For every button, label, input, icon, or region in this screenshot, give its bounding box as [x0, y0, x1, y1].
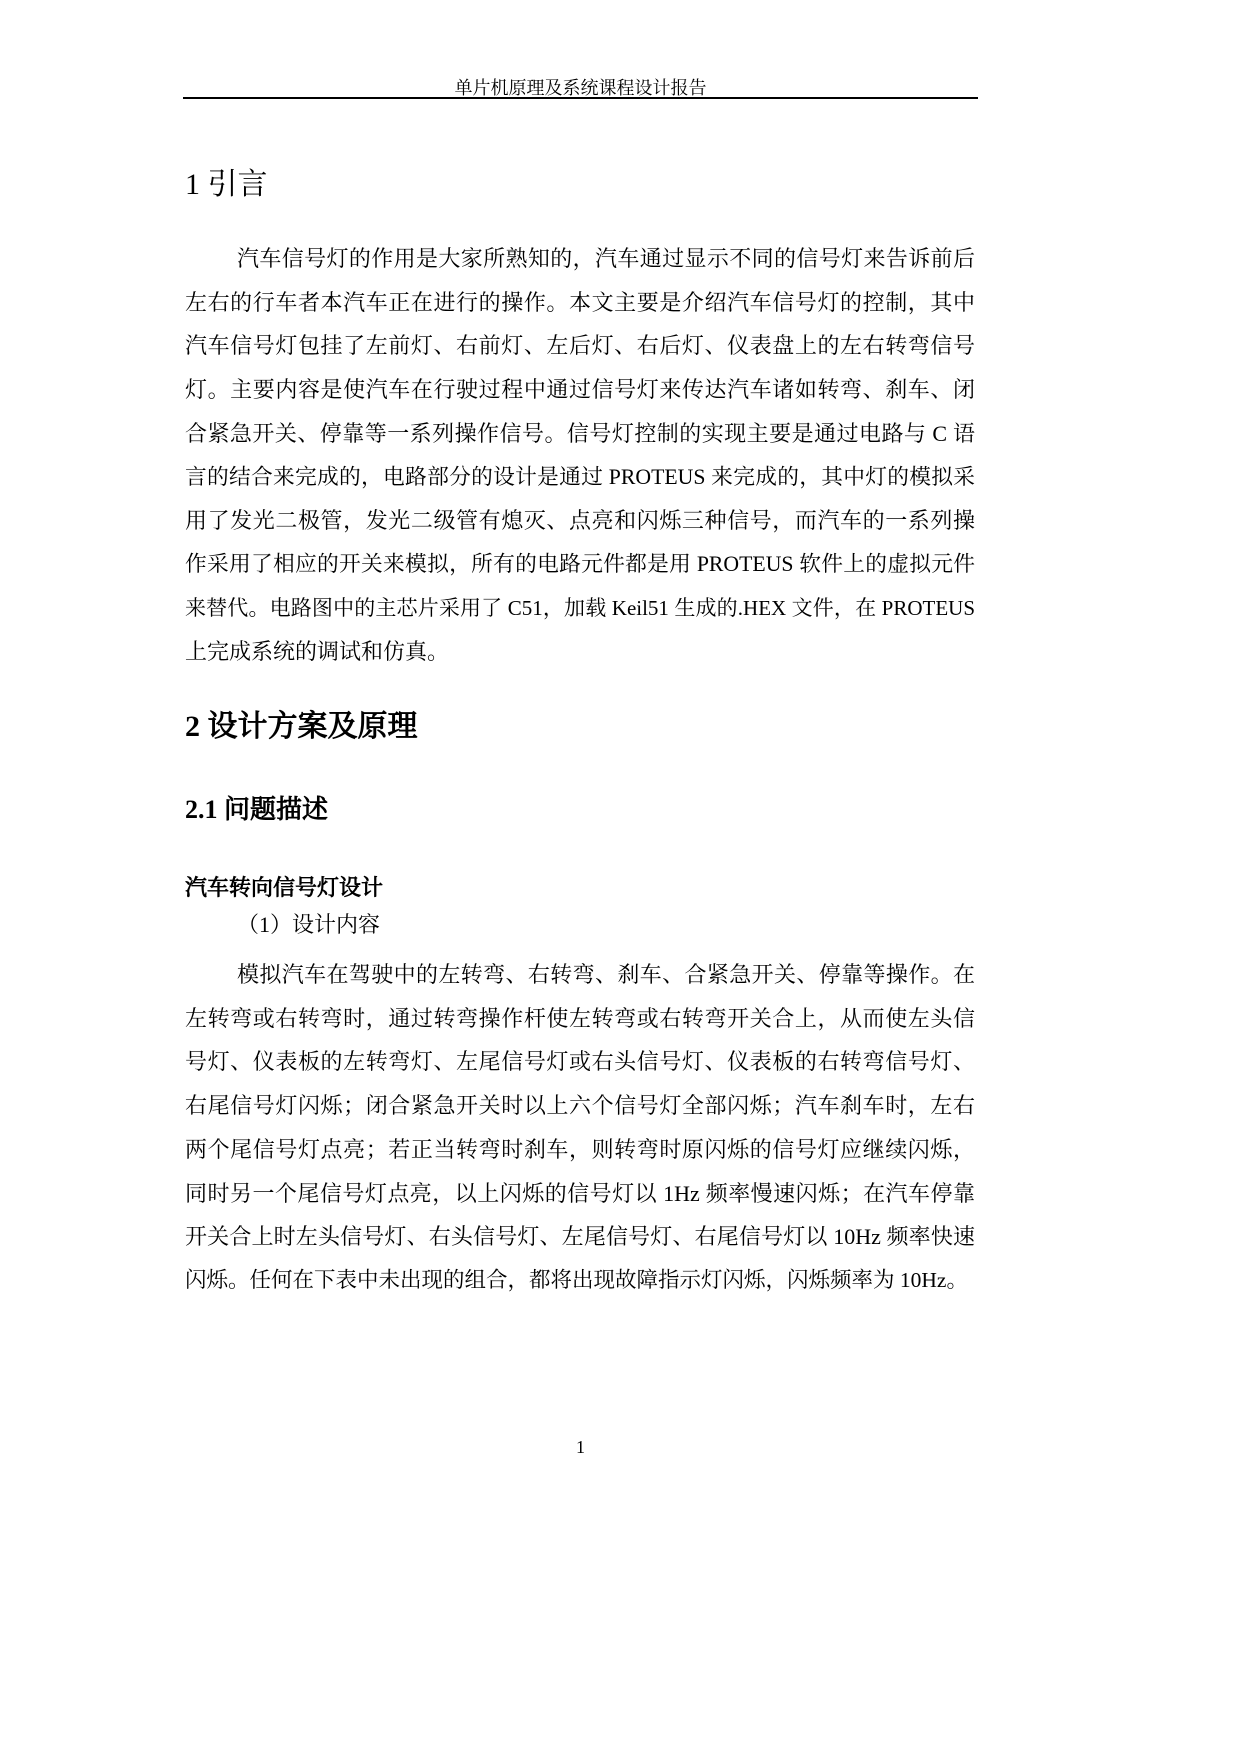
paragraph-line: 左转弯或右转弯时，通过转弯操作杆使左转弯或右转弯开关合上，从而使左头信	[185, 1005, 975, 1031]
subsubsection-heading: 汽车转向信号灯设计	[185, 875, 384, 900]
section-heading-introduction: 1 引言	[185, 168, 268, 201]
paragraph-line: 两个尾信号灯点亮；若正当转弯时刹车，则转弯时原闪烁的信号灯应继续闪烁，	[185, 1136, 975, 1162]
paragraph-line: 汽车信号灯的作用是大家所熟知的，汽车通过显示不同的信号灯来告诉前后	[237, 246, 975, 271]
subsection-heading-problem: 2.1 问题描述	[185, 795, 329, 824]
running-header: 单片机原理及系统课程设计报告	[454, 78, 707, 98]
paragraph-line: 号灯、仪表板的左转弯灯、左尾信号灯或右头信号灯、仪表板的右转弯信号灯、	[185, 1049, 975, 1075]
paragraph-line: 左右的行车者本汽车正在进行的操作。本文主要是介绍汽车信号灯的控制，其中	[185, 289, 975, 315]
paragraph-line: 用了发光二极管，发光二级管有熄灭、点亮和闪烁三种信号，而汽车的一系列操	[185, 508, 975, 534]
paragraph-line: 闪烁。任何在下表中未出现的组合，都将出现故障指示灯闪烁，闪烁频率为 10Hz。	[185, 1267, 968, 1292]
paragraph-line: 同时另一个尾信号灯点亮，以上闪烁的信号灯以 1Hz 频率慢速闪烁；在汽车停靠	[185, 1180, 975, 1206]
design-content-paragraph	[185, 953, 975, 1303]
header-rule	[183, 97, 978, 99]
list-item-label: （1）设计内容	[237, 912, 381, 937]
page-number: 1	[576, 1437, 585, 1457]
paragraph-line: 右尾信号灯闪烁；闭合紧急开关时以上六个信号灯全部闪烁；汽车刹车时，左右	[185, 1093, 975, 1119]
paragraph-line: 开关合上时左头信号灯、右头信号灯、左尾信号灯、右尾信号灯以 10Hz 频率快速	[185, 1224, 975, 1250]
introduction-paragraph	[185, 237, 975, 674]
paragraph-line: 上完成系统的调试和仿真。	[185, 639, 450, 665]
paragraph-line: 作采用了相应的开关来模拟，所有的电路元件都是用 PROTEUS 软件上的虚拟元件	[185, 551, 975, 576]
paragraph-line: 合紧急开关、停靠等一系列操作信号。信号灯控制的实现主要是通过电路与 C 语	[185, 420, 975, 446]
paragraph-line: 灯。主要内容是使汽车在行驶过程中通过信号灯来传达汽车诸如转弯、刹车、闭	[185, 377, 975, 403]
paragraph-line: 言的结合来完成的，电路部分的设计是通过 PROTEUS 来完成的，其中灯的模拟采	[185, 464, 975, 489]
paragraph-line: 汽车信号灯包挂了左前灯、右前灯、左后灯、右后灯、仪表盘上的左右转弯信号	[185, 333, 975, 359]
paragraph-line: 来替代。电路图中的主芯片采用了 C51，加载 Keil51 生成的.HEX 文件，在 PROTEUS	[185, 595, 975, 620]
paragraph-line: 模拟汽车在驾驶中的左转弯、右转弯、刹车、合紧急开关、停靠等操作。在	[237, 962, 975, 987]
section-heading-design: 2 设计方案及原理	[185, 710, 418, 743]
